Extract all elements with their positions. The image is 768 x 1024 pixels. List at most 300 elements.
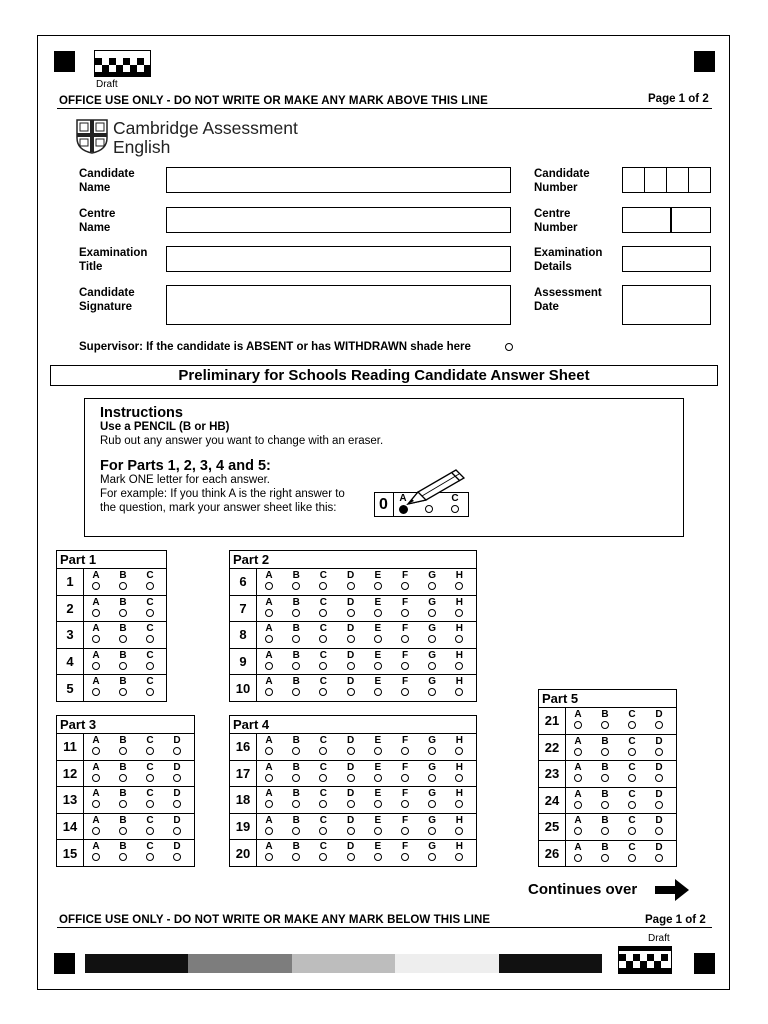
answer-option-17-g[interactable]	[426, 763, 438, 782]
bubble-icon[interactable]	[347, 827, 355, 835]
answer-option-10-c[interactable]	[317, 677, 329, 696]
answer-option-20-e[interactable]	[372, 842, 384, 861]
answer-option-13-d[interactable]	[171, 789, 183, 808]
bubble-icon[interactable]	[601, 721, 609, 729]
answer-option-19-b[interactable]	[290, 816, 302, 835]
option-letter: C	[319, 623, 327, 634]
bubble-icon[interactable]	[173, 827, 181, 835]
answer-option-6-c[interactable]	[317, 571, 329, 590]
option-letter: C	[146, 788, 154, 799]
answer-option-14-d[interactable]	[171, 816, 183, 835]
bubble-icon[interactable]	[455, 688, 463, 696]
answer-option-11-c[interactable]	[144, 736, 156, 755]
answer-option-5-b[interactable]	[117, 677, 129, 696]
bubble-icon[interactable]	[292, 747, 300, 755]
answer-option-18-d[interactable]	[345, 789, 357, 808]
bubble-icon[interactable]	[92, 827, 100, 835]
bubble-icon[interactable]	[401, 800, 409, 808]
bubble-icon[interactable]	[428, 747, 436, 755]
answer-option-18-c[interactable]	[317, 789, 329, 808]
answer-option-14-b[interactable]	[117, 816, 129, 835]
bubble-icon[interactable]	[319, 609, 327, 617]
answer-option-12-c[interactable]	[144, 763, 156, 782]
answer-option-3-c[interactable]	[144, 624, 156, 643]
answer-option-17-b[interactable]	[290, 763, 302, 782]
bubble-icon[interactable]	[374, 688, 382, 696]
bubble-icon[interactable]	[655, 854, 663, 862]
answer-option-3-b[interactable]	[117, 624, 129, 643]
answer-option-7-e[interactable]	[372, 598, 384, 617]
bubble-icon[interactable]	[601, 854, 609, 862]
answer-option-7-a[interactable]	[263, 598, 275, 617]
answer-option-3-a[interactable]	[90, 624, 102, 643]
answer-option-15-b[interactable]	[117, 842, 129, 861]
bubble-icon[interactable]	[319, 800, 327, 808]
part-4-panel	[229, 715, 477, 867]
bubble-icon[interactable]	[265, 853, 273, 861]
bubble-icon[interactable]	[92, 662, 100, 670]
answer-option-8-c[interactable]	[317, 624, 329, 643]
bubble-icon[interactable]	[347, 774, 355, 782]
bubble-icon[interactable]	[319, 688, 327, 696]
answer-option-2-b[interactable]	[117, 598, 129, 617]
bubble-icon[interactable]	[292, 800, 300, 808]
option-letter: B	[119, 841, 127, 852]
answer-option-8-g[interactable]	[426, 624, 438, 643]
bubble-icon[interactable]	[428, 774, 436, 782]
answer-option-11-d[interactable]	[171, 736, 183, 755]
answer-option-25-c[interactable]	[626, 816, 638, 835]
bubble-icon[interactable]	[401, 582, 409, 590]
answer-option-14-c[interactable]	[144, 816, 156, 835]
bubble-icon[interactable]	[146, 800, 154, 808]
bubble-icon[interactable]	[292, 582, 300, 590]
bubble-icon[interactable]	[455, 827, 463, 835]
answer-option-24-c[interactable]	[626, 790, 638, 809]
bubble-icon[interactable]	[319, 827, 327, 835]
bubble-icon[interactable]	[92, 582, 100, 590]
bubble-icon[interactable]	[428, 609, 436, 617]
bubble-icon[interactable]	[265, 635, 273, 643]
bubble-icon[interactable]	[146, 688, 154, 696]
bubble-icon[interactable]	[574, 721, 582, 729]
bubble-icon[interactable]	[428, 688, 436, 696]
answer-option-9-f[interactable]	[399, 651, 411, 670]
bubble-icon[interactable]	[347, 853, 355, 861]
answer-option-5-c[interactable]	[144, 677, 156, 696]
bubble-icon[interactable]	[292, 853, 300, 861]
answer-option-1-c[interactable]	[144, 571, 156, 590]
bubble-icon[interactable]	[173, 774, 181, 782]
bubble-icon[interactable]	[92, 609, 100, 617]
bubble-icon[interactable]	[574, 801, 582, 809]
centre-name-field[interactable]	[166, 207, 511, 233]
answer-option-20-c[interactable]	[317, 842, 329, 861]
bubble-icon[interactable]	[119, 853, 127, 861]
answer-option-22-c[interactable]	[626, 737, 638, 756]
answer-option-24-d[interactable]	[653, 790, 665, 809]
bubble-icon[interactable]	[428, 662, 436, 670]
option-letter: G	[428, 570, 437, 581]
answer-option-25-b[interactable]	[599, 816, 611, 835]
answer-option-24-b[interactable]	[599, 790, 611, 809]
option-letter: B	[292, 788, 300, 799]
answer-option-12-d[interactable]	[171, 763, 183, 782]
bubble-icon[interactable]	[119, 800, 127, 808]
answer-option-20-g[interactable]	[426, 842, 438, 861]
answer-option-16-g[interactable]	[426, 736, 438, 755]
answer-option-15-d[interactable]	[171, 842, 183, 861]
answer-option-23-c[interactable]	[626, 763, 638, 782]
answer-option-12-a[interactable]	[90, 763, 102, 782]
candidate-signature-field[interactable]	[166, 285, 511, 325]
bubble-icon[interactable]	[319, 774, 327, 782]
answer-option-10-e[interactable]	[372, 677, 384, 696]
answer-option-13-c[interactable]	[144, 789, 156, 808]
bubble-icon[interactable]	[374, 800, 382, 808]
answer-option-9-b[interactable]	[290, 651, 302, 670]
bubble-icon[interactable]	[374, 853, 382, 861]
bubble-icon[interactable]	[428, 800, 436, 808]
answer-option-16-d[interactable]	[345, 736, 357, 755]
answer-option-6-a[interactable]	[263, 571, 275, 590]
answer-option-18-f[interactable]	[399, 789, 411, 808]
bubble-icon[interactable]	[92, 853, 100, 861]
bubble-icon[interactable]	[119, 774, 127, 782]
answer-option-25-a[interactable]	[572, 816, 584, 835]
bubble-icon[interactable]	[265, 609, 273, 617]
answer-option-10-d[interactable]	[345, 677, 357, 696]
answer-option-7-h[interactable]	[453, 598, 465, 617]
bubble-icon[interactable]	[455, 853, 463, 861]
answer-option-2-a[interactable]	[90, 598, 102, 617]
bubble-icon[interactable]	[292, 688, 300, 696]
bubble-icon[interactable]	[374, 827, 382, 835]
bubble-icon[interactable]	[401, 635, 409, 643]
option-letter: A	[92, 649, 100, 661]
answer-option-19-c[interactable]	[317, 816, 329, 835]
bubble-icon[interactable]	[455, 662, 463, 670]
examination-details-field[interactable]	[622, 246, 711, 272]
answer-option-17-f[interactable]	[399, 763, 411, 782]
bubble-icon[interactable]	[119, 662, 127, 670]
answer-option-9-a[interactable]	[263, 651, 275, 670]
bubble-icon[interactable]	[455, 609, 463, 617]
bubble-icon[interactable]	[92, 747, 100, 755]
absent-bubble[interactable]	[505, 343, 513, 351]
answer-option-9-h[interactable]	[453, 651, 465, 670]
bubble-icon[interactable]	[347, 609, 355, 617]
answer-option-15-a[interactable]	[90, 842, 102, 861]
bubble-icon[interactable]	[319, 853, 327, 861]
answer-option-19-g[interactable]	[426, 816, 438, 835]
answer-option-4-b[interactable]	[117, 651, 129, 670]
bubble-icon[interactable]	[628, 721, 636, 729]
answer-option-16-c[interactable]	[317, 736, 329, 755]
bubble-icon[interactable]	[574, 827, 582, 835]
bubble-icon[interactable]	[292, 662, 300, 670]
answer-option-21-a[interactable]	[572, 710, 584, 729]
bubble-icon[interactable]	[319, 582, 327, 590]
answer-option-20-d[interactable]	[345, 842, 357, 861]
examination-title-field[interactable]	[166, 246, 511, 272]
bubble-icon[interactable]	[265, 582, 273, 590]
answer-option-19-a[interactable]	[263, 816, 275, 835]
bubble-icon[interactable]	[455, 747, 463, 755]
answer-option-21-d[interactable]	[653, 710, 665, 729]
bubble-icon[interactable]	[655, 774, 663, 782]
answer-option-19-h[interactable]	[453, 816, 465, 835]
answer-option-25-d[interactable]	[653, 816, 665, 835]
option-letter: B	[292, 676, 300, 687]
answer-option-23-a[interactable]	[572, 763, 584, 782]
bubble-icon[interactable]	[173, 747, 181, 755]
bubble-icon[interactable]	[401, 688, 409, 696]
bubble-icon[interactable]	[655, 827, 663, 835]
answer-option-10-h[interactable]	[453, 677, 465, 696]
answer-option-16-a[interactable]	[263, 736, 275, 755]
bubble-icon[interactable]	[146, 582, 154, 590]
answer-option-22-d[interactable]	[653, 737, 665, 756]
answer-option-10-g[interactable]	[426, 677, 438, 696]
bubble-icon[interactable]	[601, 748, 609, 756]
bubble-icon[interactable]	[428, 635, 436, 643]
answer-option-13-b[interactable]	[117, 789, 129, 808]
bubble-icon[interactable]	[265, 688, 273, 696]
answer-option-6-b[interactable]	[290, 571, 302, 590]
answer-option-13-a[interactable]	[90, 789, 102, 808]
answer-option-8-a[interactable]	[263, 624, 275, 643]
answer-option-7-g[interactable]	[426, 598, 438, 617]
bubble-icon[interactable]	[428, 827, 436, 835]
bubble-icon[interactable]	[347, 688, 355, 696]
answer-option-12-b[interactable]	[117, 763, 129, 782]
bubble-icon[interactable]	[146, 662, 154, 670]
bubble-icon[interactable]	[401, 747, 409, 755]
bubble-icon[interactable]	[146, 774, 154, 782]
centre-number-field[interactable]	[622, 207, 711, 233]
answer-option-20-f[interactable]	[399, 842, 411, 861]
answer-option-15-c[interactable]	[144, 842, 156, 861]
bubble-icon[interactable]	[628, 827, 636, 835]
answer-option-8-e[interactable]	[372, 624, 384, 643]
bubble-icon[interactable]	[574, 748, 582, 756]
bubble-icon[interactable]	[655, 801, 663, 809]
answer-option-16-h[interactable]	[453, 736, 465, 755]
answer-option-14-a[interactable]	[90, 816, 102, 835]
bubble-icon[interactable]	[628, 748, 636, 756]
option-letter: A	[92, 676, 100, 687]
bubble-icon[interactable]	[119, 635, 127, 643]
answer-option-19-d[interactable]	[345, 816, 357, 835]
answer-option-22-a[interactable]	[572, 737, 584, 756]
answer-option-4-c[interactable]	[144, 651, 156, 670]
bubble-icon[interactable]	[401, 609, 409, 617]
answer-option-2-c[interactable]	[144, 598, 156, 617]
bubble-icon[interactable]	[347, 800, 355, 808]
answer-option-10-b[interactable]	[290, 677, 302, 696]
bubble-icon[interactable]	[455, 800, 463, 808]
bubble-icon[interactable]	[655, 748, 663, 756]
answer-option-23-b[interactable]	[599, 763, 611, 782]
bubble-icon[interactable]	[401, 662, 409, 670]
bubble-icon[interactable]	[146, 853, 154, 861]
bubble-icon[interactable]	[574, 774, 582, 782]
bubble-icon[interactable]	[119, 609, 127, 617]
answer-option-9-g[interactable]	[426, 651, 438, 670]
answer-option-17-c[interactable]	[317, 763, 329, 782]
bubble-icon[interactable]	[265, 827, 273, 835]
answer-option-19-e[interactable]	[372, 816, 384, 835]
bubble-icon[interactable]	[146, 609, 154, 617]
bubble-icon[interactable]	[601, 801, 609, 809]
answer-option-17-h[interactable]	[453, 763, 465, 782]
bubble-icon[interactable]	[374, 662, 382, 670]
answer-option-7-d[interactable]	[345, 598, 357, 617]
bubble-icon[interactable]	[146, 827, 154, 835]
answer-option-18-g[interactable]	[426, 789, 438, 808]
bubble-icon[interactable]	[628, 854, 636, 862]
assessment-date-field[interactable]	[622, 285, 711, 325]
answer-option-1-a[interactable]	[90, 571, 102, 590]
answer-option-18-h[interactable]	[453, 789, 465, 808]
question-number: 24	[539, 788, 566, 814]
bubble-icon[interactable]	[265, 662, 273, 670]
bubble-icon[interactable]	[265, 747, 273, 755]
bubble-icon[interactable]	[455, 635, 463, 643]
answer-option-26-c[interactable]	[626, 843, 638, 862]
bubble-icon[interactable]	[92, 688, 100, 696]
answer-option-7-f[interactable]	[399, 598, 411, 617]
bubble-icon[interactable]	[455, 582, 463, 590]
bubble-icon[interactable]	[319, 662, 327, 670]
answer-option-21-c[interactable]	[626, 710, 638, 729]
answer-option-16-b[interactable]	[290, 736, 302, 755]
bubble-icon[interactable]	[92, 635, 100, 643]
bubble-icon[interactable]	[265, 800, 273, 808]
answer-option-7-c[interactable]	[317, 598, 329, 617]
bubble-icon[interactable]	[401, 853, 409, 861]
option-letter: E	[374, 649, 382, 661]
answer-option-8-d[interactable]	[345, 624, 357, 643]
answer-option-6-h[interactable]	[453, 571, 465, 590]
answer-option-10-a[interactable]	[263, 677, 275, 696]
bubble-icon[interactable]	[601, 827, 609, 835]
answer-option-26-a[interactable]	[572, 843, 584, 862]
answer-option-7-b[interactable]	[290, 598, 302, 617]
option-letter: D	[346, 649, 355, 661]
answer-option-4-a[interactable]	[90, 651, 102, 670]
bubble-icon[interactable]	[173, 853, 181, 861]
bubble-icon[interactable]	[428, 582, 436, 590]
answer-option-26-b[interactable]	[599, 843, 611, 862]
bubble-icon[interactable]	[374, 635, 382, 643]
bubble-icon[interactable]	[401, 774, 409, 782]
answer-option-21-b[interactable]	[599, 710, 611, 729]
bubble-icon[interactable]	[292, 635, 300, 643]
bubble-icon[interactable]	[319, 635, 327, 643]
bubble-icon[interactable]	[347, 582, 355, 590]
bubble-icon[interactable]	[401, 827, 409, 835]
bubble-icon[interactable]	[119, 827, 127, 835]
bubble-icon[interactable]	[374, 774, 382, 782]
bubble-icon[interactable]	[92, 774, 100, 782]
answer-option-20-a[interactable]	[263, 842, 275, 861]
answer-option-9-d[interactable]	[345, 651, 357, 670]
bubble-icon[interactable]	[319, 747, 327, 755]
bubble-icon[interactable]	[173, 800, 181, 808]
answer-option-6-g[interactable]	[426, 571, 438, 590]
answer-option-8-b[interactable]	[290, 624, 302, 643]
answer-option-1-b[interactable]	[117, 571, 129, 590]
answer-option-9-c[interactable]	[317, 651, 329, 670]
answer-option-5-a[interactable]	[90, 677, 102, 696]
answer-option-6-d[interactable]	[345, 571, 357, 590]
answer-option-6-f[interactable]	[399, 571, 411, 590]
bubble-icon[interactable]	[601, 774, 609, 782]
answer-option-26-d[interactable]	[653, 843, 665, 862]
bubble-icon[interactable]	[455, 774, 463, 782]
bubble-icon[interactable]	[628, 801, 636, 809]
answer-option-16-f[interactable]	[399, 736, 411, 755]
bubble-icon[interactable]	[347, 747, 355, 755]
answer-option-17-e[interactable]	[372, 763, 384, 782]
answer-option-23-d[interactable]	[653, 763, 665, 782]
answer-option-24-a[interactable]	[572, 790, 584, 809]
answer-option-8-f[interactable]	[399, 624, 411, 643]
bubble-icon[interactable]	[628, 774, 636, 782]
registration-mark-top-left	[54, 51, 75, 72]
bubble-icon[interactable]	[119, 747, 127, 755]
bubble-icon[interactable]	[428, 853, 436, 861]
bubble-icon[interactable]	[347, 662, 355, 670]
bubble-icon[interactable]	[292, 609, 300, 617]
bubble-icon[interactable]	[374, 609, 382, 617]
answer-option-10-f[interactable]	[399, 677, 411, 696]
answer-option-17-a[interactable]	[263, 763, 275, 782]
bubble-icon[interactable]	[92, 800, 100, 808]
answer-option-19-f[interactable]	[399, 816, 411, 835]
answer-option-11-b[interactable]	[117, 736, 129, 755]
bubble-icon[interactable]	[119, 582, 127, 590]
bubble-icon[interactable]	[265, 774, 273, 782]
answer-option-18-b[interactable]	[290, 789, 302, 808]
answer-option-18-e[interactable]	[372, 789, 384, 808]
answer-option-18-a[interactable]	[263, 789, 275, 808]
answer-option-11-a[interactable]	[90, 736, 102, 755]
bubble-icon[interactable]	[292, 774, 300, 782]
bubble-icon[interactable]	[655, 721, 663, 729]
answer-option-6-e[interactable]	[372, 571, 384, 590]
candidate-name-field[interactable]	[166, 167, 511, 193]
bubble-icon[interactable]	[374, 747, 382, 755]
bubble-icon[interactable]	[574, 854, 582, 862]
bubble-icon[interactable]	[292, 827, 300, 835]
answer-option-22-b[interactable]	[599, 737, 611, 756]
answer-option-20-h[interactable]	[453, 842, 465, 861]
candidate-number-field[interactable]	[622, 167, 711, 193]
bubble-icon[interactable]	[119, 688, 127, 696]
answer-option-20-b[interactable]	[290, 842, 302, 861]
answer-option-16-e[interactable]	[372, 736, 384, 755]
bubble-icon[interactable]	[347, 635, 355, 643]
answer-option-9-e[interactable]	[372, 651, 384, 670]
answer-option-17-d[interactable]	[345, 763, 357, 782]
bubble-icon[interactable]	[374, 582, 382, 590]
answer-option-8-h[interactable]	[453, 624, 465, 643]
bubble-icon[interactable]	[146, 635, 154, 643]
bubble-icon[interactable]	[146, 747, 154, 755]
